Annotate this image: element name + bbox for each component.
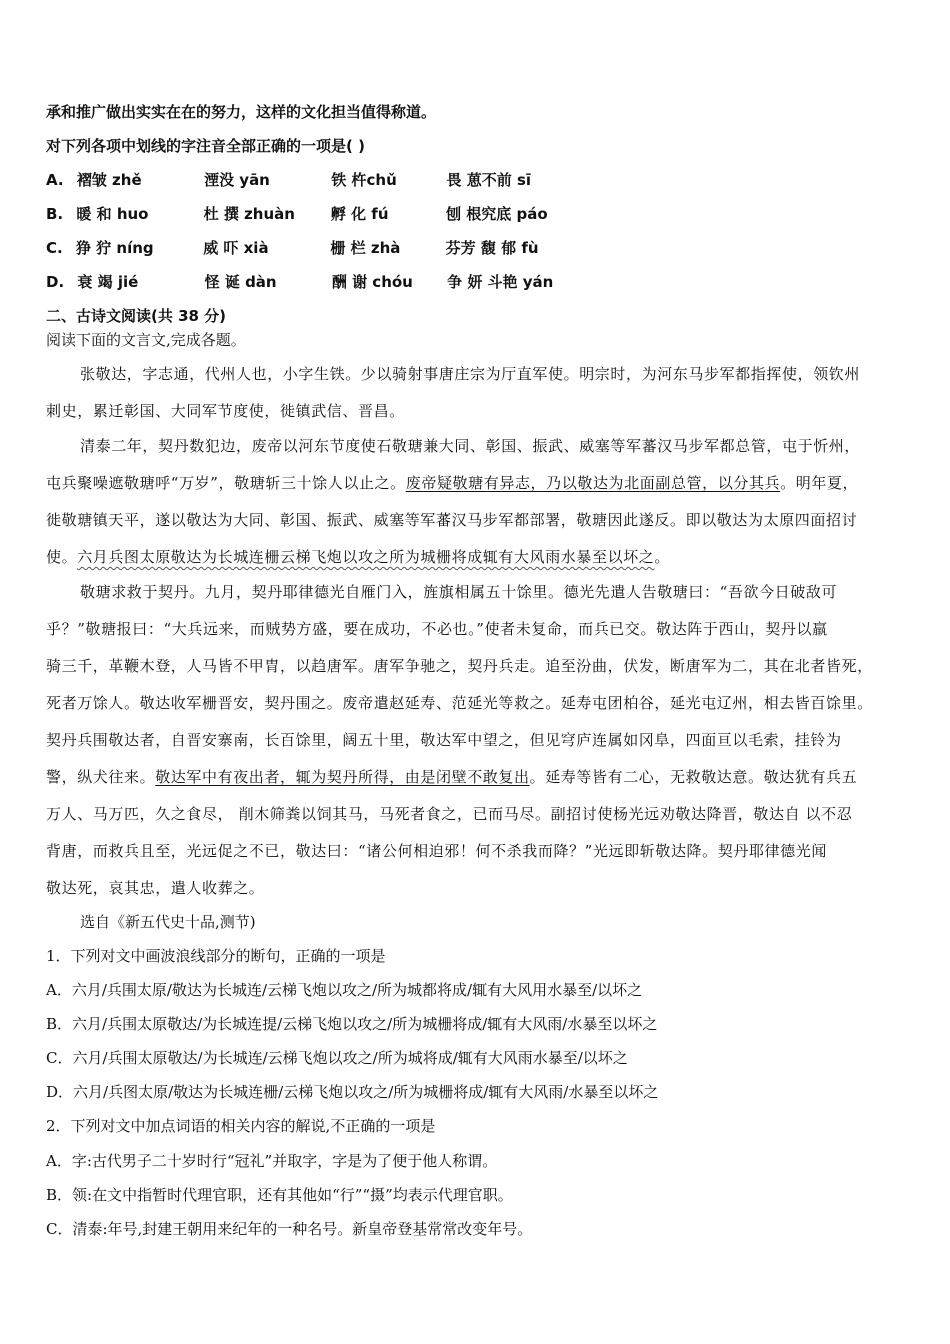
option-label: C. bbox=[46, 239, 63, 257]
pinyin-option-b bbox=[46, 204, 548, 224]
option-item: 狰 狞 níng bbox=[75, 239, 154, 257]
option-item: 暖 和 huo bbox=[76, 205, 149, 223]
passage-line: 乎？”敬瑭报曰：“大兵远来，而贼势方盛，要在成功，不必也。”使者未复命，而兵已交。敬达阵于西山，契丹以羸 bbox=[46, 620, 828, 638]
passage-line: 敬瑭求救于契丹。九月，契丹耶律德光自雁门入，旌旗相属五十馀里。德光先遣人告敬瑭曰：“吾欲今日破敌可 bbox=[80, 583, 838, 601]
passage-line: 张敬达，字志通，代州人也，小字生铁。少以骑射事唐庄宗为厅直军使。明宗时，为河东马步军都指挥使，领钦州 bbox=[80, 365, 861, 383]
question-1-stem: 1．下列对文中画波浪线部分的断句，正确的一项是 bbox=[46, 947, 386, 965]
passage-line bbox=[46, 547, 670, 567]
question-2-stem: 2．下列对文中加点词语的相关内容的解说,不正确的一项是 bbox=[46, 1117, 436, 1135]
passage-segment: 警，纵犬往来。 bbox=[46, 768, 156, 786]
option-item: 争 妍 斗艳 yán bbox=[447, 273, 554, 291]
passage-segment: 使。 bbox=[46, 548, 78, 566]
option-item: 杜 撰 zhuàn bbox=[203, 205, 295, 223]
passage-source: 选自《新五代史十品,测节) bbox=[80, 913, 256, 931]
option-item: 芬芳 馥 郁 fù bbox=[445, 239, 539, 257]
section-heading: 二、古诗文阅读(共 38 分) bbox=[46, 307, 227, 325]
question-1-option-b: B．六月/兵围太原敬达/为长城连提/云梯飞炮以攻之/所为城栅将成/辄有大风雨/水暴至以坏之 bbox=[46, 1015, 658, 1033]
question-2-option-b: B．领:在文中指暂时代理官职，还有其他如“行”“摄”均表示代理官职。 bbox=[46, 1186, 513, 1204]
passage-line: 骑三千，革鞭木登，人马皆不甲胄，以趋唐军。唐军争驰之，契丹兵走。追至汾曲，伏发，断唐军为二，其在北者皆死， bbox=[46, 657, 873, 675]
question-2-option-c: C．清泰:年号,封建王朝用来纪年的一种名号。新皇帝登基常常改变年号。 bbox=[46, 1220, 533, 1238]
passage-line: 契丹兵围敬达者，自晋安寨南，长百馀里，阔五十里，敬达军中望之，但见穹庐连属如冈阜，四面亘以毛索，挂铃为 bbox=[46, 731, 842, 749]
question-2-option-a: A．字:古代男子二十岁时行“冠礼”并取字，字是为了便于他人称谓。 bbox=[46, 1152, 498, 1170]
underlined-sentence: 废帝疑敬瑭有异志，乃以敬达为北面副总管，以分其兵 bbox=[405, 474, 781, 492]
passage-line: 刺史，累迁彰国、大同军节度使，徙镇武信、晋昌。 bbox=[46, 402, 405, 420]
passage-line: 敬达死，哀其忠，遣人收葬之。 bbox=[46, 879, 265, 897]
question-1-option-a: A．六月/兵围太原/敬达为长城连/云梯飞炮以攻之/所为城都将成/辄有大风用水暴至/以坏之 bbox=[46, 981, 643, 999]
pinyin-option-a bbox=[46, 170, 531, 190]
option-item: 衰 竭 jié bbox=[77, 273, 139, 291]
passage-segment: 。明年夏， bbox=[780, 474, 859, 492]
option-label: A. bbox=[46, 171, 64, 189]
passage-segment: 。延寿等皆有二心，无救敬达意。敬达犹有兵五 bbox=[529, 768, 858, 786]
option-label: D. bbox=[46, 273, 65, 291]
option-item: 铁 杵chǔ bbox=[331, 171, 397, 189]
option-item: 酬 谢 chóu bbox=[331, 273, 413, 291]
intro-line: 承和推广做出实实在在的努力，这样的文化担当值得称道。 bbox=[46, 103, 437, 121]
option-item: 褶皱 zhě bbox=[76, 171, 142, 189]
passage-line: 清泰二年，契丹数犯边，废帝以河东节度使石敬瑭兼大同、彰国、振武、威塞等军蕃汉马步军都总管，屯于忻州， bbox=[80, 437, 861, 455]
option-item: 威 吓 xià bbox=[203, 239, 269, 257]
passage-line: 万人、马万匹，久之食尽， 削木筛粪以饲其马，马死者食之，已而马尽。副招讨使杨光远劝敬达降晋，敬达自 以不忍 bbox=[46, 805, 853, 823]
option-label: B. bbox=[46, 205, 64, 223]
passage-segment: 屯兵聚噪遮敬瑭呼“万岁”，敬瑭斩三十馀人以止之。 bbox=[46, 474, 406, 492]
option-item: 刨 根究底 páo bbox=[446, 205, 548, 223]
pinyin-option-d bbox=[46, 272, 553, 292]
wavy-underlined-sentence: 六月兵图太原敬达为长城连栅云梯飞炮以攻之所为城栅将成辄有大风雨水暴至以坏之 bbox=[77, 548, 655, 566]
option-item: 畏 葸不前 sī bbox=[446, 171, 532, 189]
option-item: 湮没 yān bbox=[204, 171, 270, 189]
passage-line: 死者万馀人。敬达收军栅晋安，契丹围之。废帝遣赵延寿、范延光等救之。延寿屯团柏谷，延光屯辽州，相去皆百馀里。 bbox=[46, 694, 873, 712]
passage-line bbox=[46, 767, 857, 787]
passage-segment: 。 bbox=[654, 548, 671, 566]
option-item: 栅 栏 zhà bbox=[330, 239, 401, 257]
question-1-option-d: D．六月/兵图太原/敬达为长城连栅/云梯飞炮以攻之/所为城栅将成/辄有大风雨/水暴至以坏之 bbox=[46, 1083, 659, 1101]
passage-line: 徙敬瑭镇天平，遂以敬达为大同、彰国、振武、威塞等军蕃汉马步军都部署，敬瑭因此遂反。即以敬达为太原四面招讨 bbox=[46, 511, 858, 529]
pinyin-question: 对下列各项中划线的字注音全部正确的一项是( ) bbox=[46, 137, 365, 155]
passage-line bbox=[46, 473, 858, 493]
underlined-sentence: 敬达军中有夜出者，辄为契丹所得，由是闭壁不敢复出 bbox=[155, 768, 530, 786]
section-instruction: 阅读下面的文言文,完成各题。 bbox=[46, 331, 246, 349]
question-1-option-c: C．六月/兵围太原敬达/为长城连/云梯飞炮以攻之/所为城将成/辄有大风雨水暴至/以坏之 bbox=[46, 1049, 628, 1067]
pinyin-option-c bbox=[46, 238, 539, 258]
option-item: 孵 化 fú bbox=[330, 205, 389, 223]
option-item: 怪 诞 dàn bbox=[204, 273, 277, 291]
passage-line: 背唐，而救兵且至，光远促之不已，敬达曰：“诸公何相迫邪！何不杀我而降？”光远即斩敬达降。契丹耶律德光闻 bbox=[46, 842, 827, 860]
